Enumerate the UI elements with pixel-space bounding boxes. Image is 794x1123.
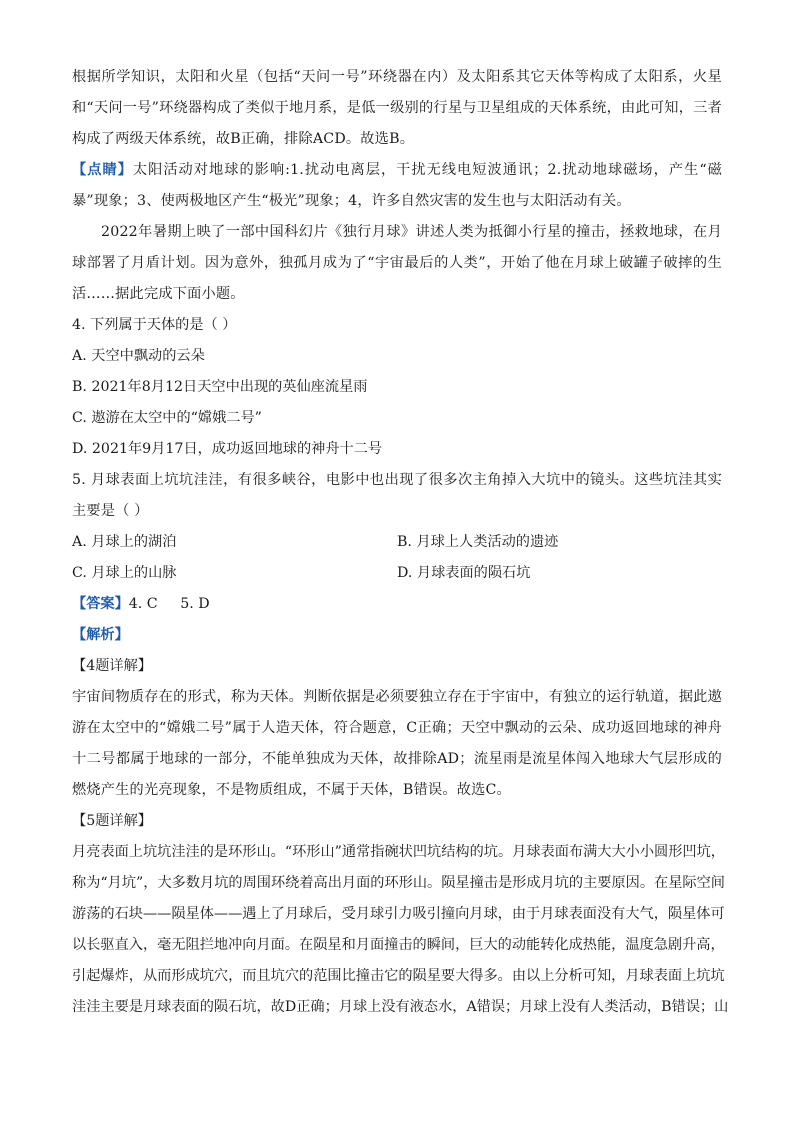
question-5-option-b: B. 月球上人类活动的遗迹 xyxy=(397,534,559,550)
answer-tag: 【答案】 xyxy=(72,596,129,612)
detail-5-line: 以长驱直入，毫无阻拦地冲向月面。在陨星和月面撞击的瞬间，巨大的动能转化成热能，温度急剧升高， xyxy=(72,937,725,953)
question-5-option-d: D. 月球表面的陨石坑 xyxy=(397,565,531,581)
question-5-option-c: C. 月球上的山脉 xyxy=(72,565,177,581)
question-5-stem: 5. 月球表面上坑坑洼洼，有很多峡谷，电影中也出现了很多次主角掉入大坑中的镜头。这些坑洼其实主要是（ ） xyxy=(72,472,722,519)
detail-5-line: 月亮表面上坑坑洼洼的是环形山。“环形山”通常指碗状凹坑结构的坑。月球表面布满大大小小圆形凹坑， xyxy=(72,844,725,860)
question-4-option-c: C. 遨游在太空中的“嫦娥二号” xyxy=(72,410,262,426)
question-5-options-row-2 xyxy=(72,558,722,589)
dianjing-tag: 【点睛】 xyxy=(72,162,133,178)
question-5-option-a: A. 月球上的湖泊 xyxy=(72,534,177,550)
question-4-option-d: D. 2021年9月17日，成功返回地球的神舟十二号 xyxy=(72,441,383,457)
analysis-tag: 【解析】 xyxy=(72,627,129,643)
question-4-option-b: B. 2021年8月12日天空中出现的英仙座流星雨 xyxy=(72,379,368,395)
material-paragraph: 2022年暑期上映了一部中国科幻片《独行月球》讲述人类为抵御小行星的撞击，拯救地球，在月球部署了月盾计划。因为意外，独孤月成为了“宇宙最后的人类”，开始了他在月球上破罐子破摔的生活……据此完成下面小题。 xyxy=(72,224,722,302)
detail-5-line: 游荡的石块——陨星体——遇上了月球后，受月球引力吸引撞向月球，由于月球表面没有大气，陨星体可 xyxy=(72,906,725,922)
answer-text: 4. C 5. D xyxy=(128,596,210,612)
question-5-options-row-1 xyxy=(72,527,722,558)
answer-line xyxy=(72,589,722,620)
document-page xyxy=(72,62,729,1023)
question-4-option-a: A. 天空中飘动的云朵 xyxy=(72,348,205,364)
dianjing-paragraph xyxy=(72,155,722,217)
detail-5-line: 称为“月坑”，大多数月坑的周围环绕着高出月面的环形山。陨星撞击是形成月坑的主要原因。在星际空间 xyxy=(72,875,725,891)
question-4-stem: 4. 下列属于天体的是（ ） xyxy=(72,317,237,333)
detail-5-line: 引起爆炸，从而形成坑穴，而且坑穴的范围比撞击它的陨星要大得多。由以上分析可知，月球表面上坑坑 xyxy=(72,968,725,984)
dianjing-text: 太阳活动对地球的影响:1.扰动电离层，干扰无线电短波通讯；2.扰动地球磁场，产生“磁暴”现象；3、使两极地区产生“极光”现象；4，许多自然灾害的发生也与太阳活动有关。 xyxy=(72,162,722,209)
detail-5-heading: 【5题详解】 xyxy=(72,813,152,829)
previous-explanation: 根据所学知识，太阳和火星（包括“天问一号”环绕器在内）及太阳系其它天体等构成了太阳系，火星和“天问一号”环绕器构成了类似于地月系，是低一级别的行星与卫星组成的天体系统，由此可知，三者构成了两级天体系统，故B正确，排除ACD。故选B。 xyxy=(72,69,722,147)
analysis-heading xyxy=(72,620,722,651)
detail-4-heading: 【4题详解】 xyxy=(72,658,152,674)
detail-5-line: 洼洼主要是月球表面的陨石坑，故D正确；月球上没有液态水，A错误；月球上没有人类活动，B错误；山 xyxy=(72,999,729,1015)
detail-4-text: 宇宙间物质存在的形式，称为天体。判断依据是必须要独立存在于宇宙中，有独立的运行轨道，据此遨游在太空中的“嫦娥二号”属于人造天体，符合题意，C正确；天空中飘动的云朵、成功返回地球的神舟十二号都属于地球的一部分，不能单独成为天体，故排除AD；流星雨是流星体闯入地球大气层形成的燃烧产生的光亮现象，不是物质组成，不属于天体，B错误。故选C。 xyxy=(72,689,722,798)
